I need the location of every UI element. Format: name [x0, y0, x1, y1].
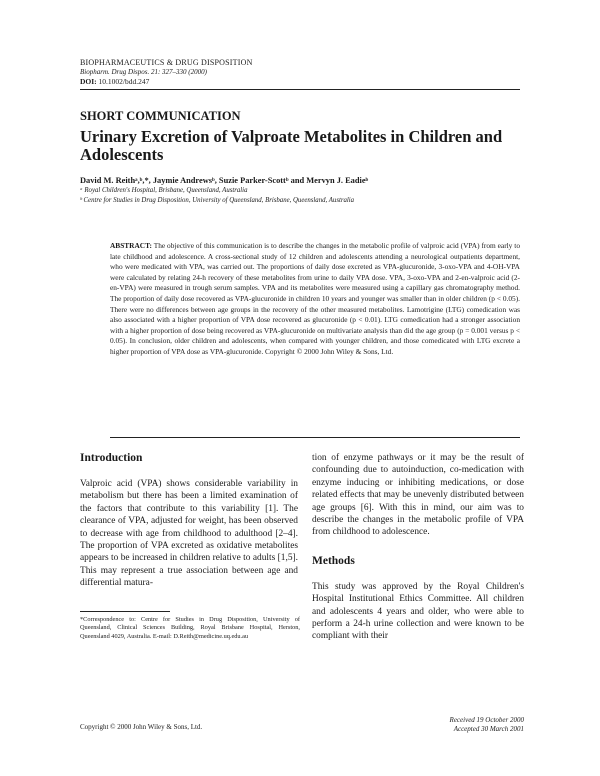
- received-dates: [360, 716, 524, 734]
- article-title: Urinary Excretion of Valproate Metabolites in Children and Adolescents: [80, 127, 503, 164]
- right-column: [312, 452, 524, 643]
- abstract: [110, 241, 520, 358]
- doi-value: 10.1002/bdd.247: [98, 77, 150, 86]
- copyright-notice: Copyright © 2000 John Wiley & Sons, Ltd.: [80, 723, 203, 731]
- footnote-divider: [80, 611, 170, 612]
- doi-label: DOI:: [80, 77, 97, 86]
- author-list: David M. Reithᵃ,ᵇ,*, Jaymie Andrewsᵇ, Suzie Parker-Scottᵇ and Mervyn J. Eadieᵇ: [80, 176, 369, 185]
- abstract-divider: [110, 437, 520, 438]
- section-type: SHORT COMMUNICATION: [80, 109, 241, 123]
- intro-paragraph-1: Valproic acid (VPA) shows considerable variability in metabolism but there has been a limited examination of the factors that contribute to this variability [1]. The clearance of VPA, adjusted for weight, has been observed to decrease with age from childhood to adulthood [2–4]. The proportion of VPA excreted as oxidative metabolites appears to be increased in children relative to adults [1,5]. This may represent a true association between age and differential matura-: [80, 479, 298, 589]
- accepted-date: Accepted 30 March 2001: [453, 725, 524, 733]
- doi-line: [80, 77, 149, 86]
- methods-paragraph-1: This study was approved by the Royal Children's Hospital Institutional Ethics Committee. All children and adolescents 4 years and older, who were able to perform a 24-h urine collection and were known to be compliant with their: [312, 581, 524, 642]
- abstract-text: The objective of this communication is to describe the changes in the metabolic profile of valproic acid (VPA) from early to late childhood and adolescence. A cross-sectional study of 12 children and adolescents attending a neurological outpatients department, who were medicated with VPA, was carried out. The proportions of daily dose excreted as VPA-glucuronide, 3-oxo-VPA and 4-OH-VPA were calculated by relating 24-h recovery of these metabolites from urine to daily VPA dose. VPA, 3-oxo-VPA and 2-en-valproic acid (2-en-VPA) were measured in trough serum samples. VPA and its metabolites were measured using a capillary gas chromatography method. The proportion of daily dose recovered as VPA-glucuronide in children 10 years and younger was smaller than in older children (p < 0.05). There were no differences between age groups in the recovery of the other measured metabolites. Lamotrigine (LTG) comedication was also associated with a higher proportion of VPA dose recovered as glucuronide (p < 0.01). LTG comedication had a stronger association with a higher proportion of dose being recovered as VPA-glucuronide on multivariate analysis than did the age group (p = 0.001 versus p < 0.05). In conclusion, older children and adolescents, when compared with younger children, and those comedicated with LTG excrete a higher proportion of VPA dose as VPA-glucuronide. Copyright © 2000 John Wiley & Sons, Ltd.: [110, 241, 520, 356]
- header-divider: [80, 89, 520, 90]
- methods-heading: Methods: [312, 554, 355, 567]
- journal-citation: Biopharm. Drug Dispos. 21: 327–330 (2000): [80, 68, 207, 76]
- intro-heading: Introduction: [80, 452, 143, 464]
- left-column: [80, 452, 298, 590]
- intro-paragraph-2: tion of enzyme pathways or it may be the result of confounding due to autoinduction, co-medication with enzyme inducing or inhibiting medications, or dose related effects that may be unevenly distributed between age groups [6]. With this in mind, our aim was to describe the changes in the metabolic profile of VPA from childhood to adolescence.: [312, 453, 524, 538]
- journal-name: BIOPHARMACEUTICS & DRUG DISPOSITION: [80, 58, 253, 67]
- received-date: Received 19 October 2000: [449, 716, 524, 724]
- abstract-label: ABSTRACT:: [110, 241, 152, 250]
- correspondence-footnote: *Correspondence to: Centre for Studies in Drug Disposition, University of Queensland, Clinical Sciences Building, Royal Brisbane Hospital, Herston, Queensland 4029, Australia. E-mail: D.Reith@medicine.uq.edu.au: [80, 616, 300, 640]
- affiliation-a: ᵃ Royal Children's Hospital, Brisbane, Queensland, Australia: [80, 187, 248, 194]
- affiliation-b: ᵇ Centre for Studies in Drug Disposition, University of Queensland, Brisbane, Queensland, Australia: [80, 197, 355, 204]
